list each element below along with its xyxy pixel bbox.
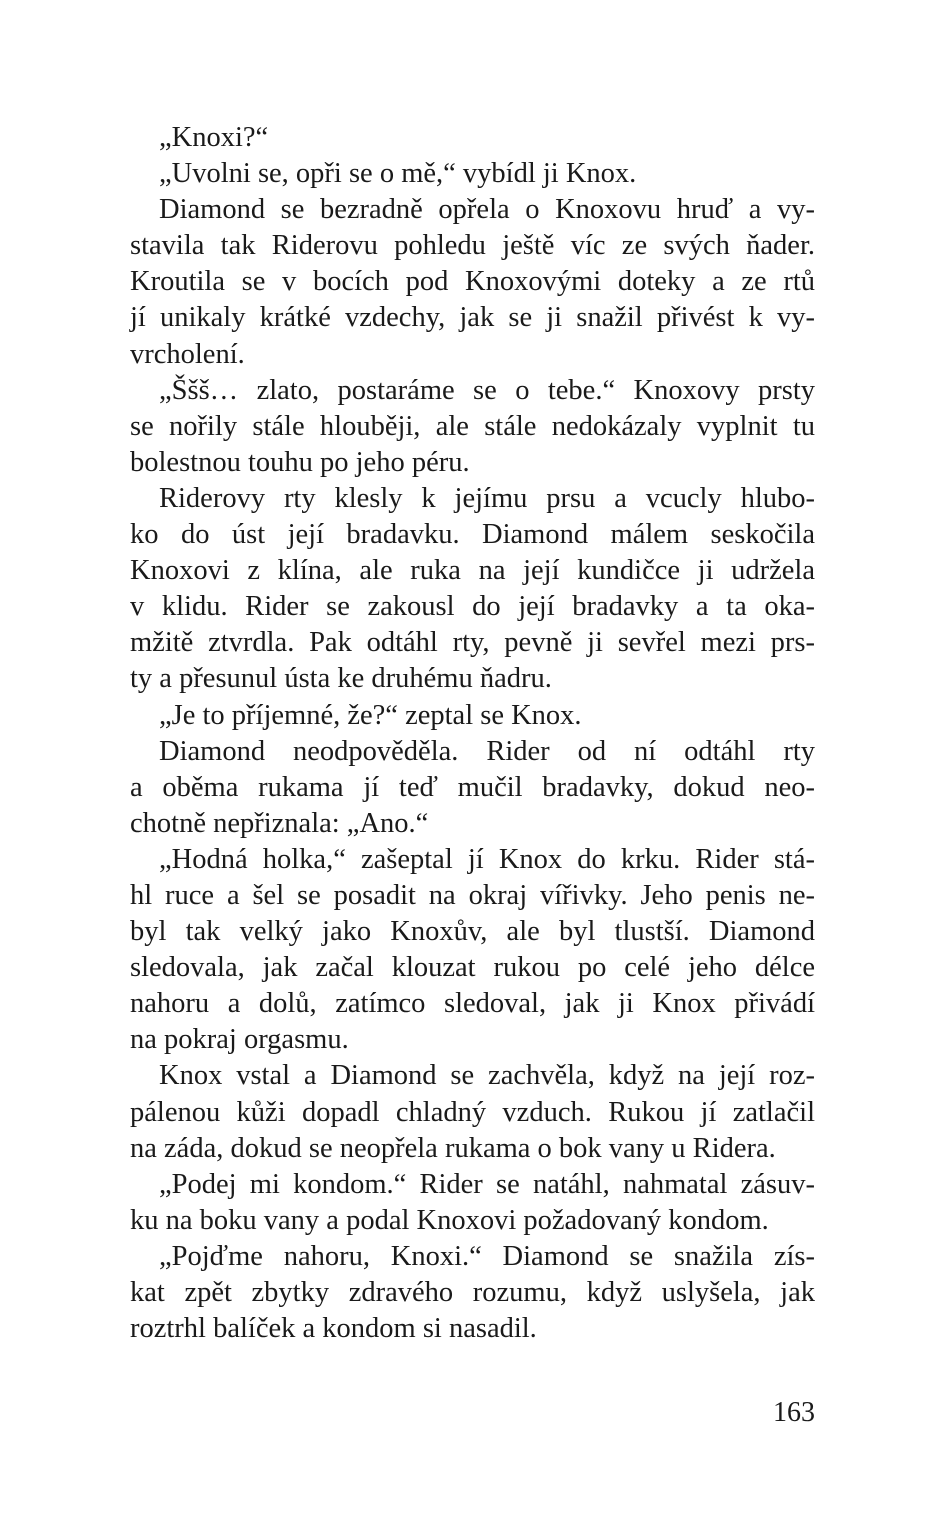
text-line: byl tak velký jako Knoxův, ale byl tlustší. Diamond [130, 916, 815, 948]
body-text [130, 120, 815, 1347]
text-line: Diamond se bezradně opřela o Knoxovu hruď a vy- [159, 194, 815, 226]
text-line: vrcholení. [130, 338, 245, 370]
text-line: ku na boku vany a podal Knoxovi požadovaný kondom. [130, 1204, 769, 1236]
text-line: roztrhl balíček a kondom si nasadil. [130, 1313, 537, 1345]
paragraph [130, 481, 815, 698]
paragraph [130, 156, 815, 192]
text-line: pálenou kůži dopadl chladný vzduch. Rukou jí zatlačil [130, 1096, 815, 1128]
text-line: chotně nepřiznala: „Ano.“ [130, 807, 429, 839]
text-line: Knoxovi z klína, ale ruka na její kundičce ji udržela [130, 555, 815, 587]
text-line: ty a přesunul ústa ke druhému ňadru. [130, 663, 552, 695]
text-line: bolestnou touhu po jeho péru. [130, 446, 470, 478]
paragraph [130, 1239, 815, 1347]
text-line: sledovala, jak začal klouzat rukou po celé jeho délce [130, 952, 815, 984]
text-line: Kroutila se v bocích pod Knoxovými doteky a ze rtů [130, 266, 815, 298]
text-line: „Je to příjemné, že?“ zeptal se Knox. [159, 699, 582, 731]
text-line: „Hodná holka,“ zašeptal jí Knox do krku. Rider stá- [159, 843, 815, 875]
text-line: „Podej mi kondom.“ Rider se natáhl, nahmatal zásuv- [159, 1168, 815, 1200]
paragraph [130, 192, 815, 372]
text-line: na záda, dokud se neopřela rukama o bok vany u Ridera. [130, 1132, 776, 1164]
text-line: v klidu. Rider se zakousl do její bradavky a ta oka- [130, 591, 815, 623]
paragraph [130, 1058, 815, 1166]
paragraph [130, 1167, 815, 1239]
text-line: ko do úst její bradavku. Diamond málem seskočila [130, 519, 815, 551]
text-line: Riderovy rty klesly k jejímu prsu a vcucly hlubo- [159, 482, 815, 514]
text-line: jí unikaly krátké vzdechy, jak se ji snažil přivést k vy- [130, 302, 815, 334]
paragraph [130, 842, 815, 1059]
text-line: hl ruce a šel se posadit na okraj vířivky. Jeho penis ne- [130, 879, 815, 911]
text-line: Diamond neodpověděla. Rider od ní odtáhl rty [159, 735, 815, 767]
text-line: „Ššš… zlato, postaráme se o tebe.“ Knoxovy prsty [159, 374, 815, 406]
text-line: „Uvolni se, opři se o mě,“ vybídl ji Knox. [159, 158, 637, 190]
text-line: „Knoxi?“ [159, 122, 269, 153]
text-line: Knox vstal a Diamond se zachvěla, když na její roz- [159, 1060, 815, 1092]
paragraph [130, 120, 815, 156]
page-number: 163 [773, 1397, 815, 1428]
text-line: „Pojďme nahoru, Knoxi.“ Diamond se snažila zís- [159, 1240, 815, 1272]
paragraph [130, 734, 815, 842]
text-line: a oběma rukama jí teď mučil bradavky, dokud neo- [130, 771, 815, 803]
text-line: mžitě ztvrdla. Pak odtáhl rty, pevně ji sevřel mezi prs- [130, 627, 815, 659]
paragraph [130, 698, 815, 734]
text-line: se nořily stále hlouběji, ale stále nedokázaly vyplnit tu [130, 410, 815, 442]
text-line: na pokraj orgasmu. [130, 1024, 349, 1056]
paragraph [130, 373, 815, 481]
text-line: nahoru a dolů, zatímco sledoval, jak ji Knox přivádí [130, 988, 815, 1020]
text-line: stavila tak Riderovu pohledu ještě víc ze svých ňader. [130, 230, 815, 262]
text-line: kat zpět zbytky zdravého rozumu, když uslyšela, jak [130, 1277, 815, 1308]
